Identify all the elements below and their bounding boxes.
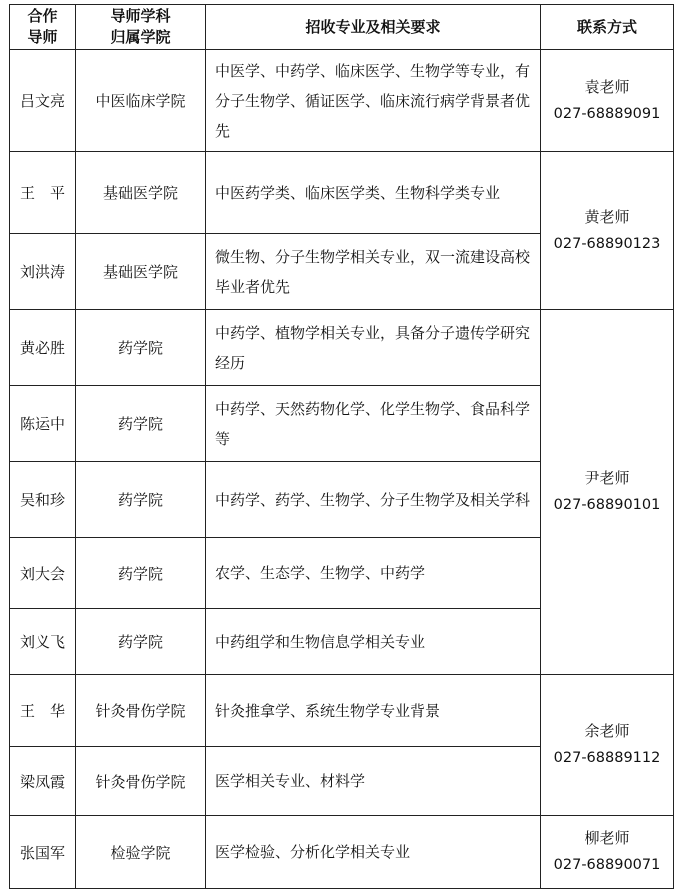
contact-phone: 027-68890123	[553, 235, 661, 252]
advisor-name: 黄必胜	[10, 310, 76, 386]
table-row	[10, 152, 674, 234]
advisor-requirements: 针灸推拿学、系统生物学专业背景	[206, 675, 541, 747]
advisor-college: 药学院	[76, 386, 206, 462]
advisor-college: 针灸骨伤学院	[76, 675, 206, 747]
contact-teacher: 余老师	[584, 722, 630, 740]
header-advisor-line2: 导师	[27, 28, 58, 46]
contact-teacher: 袁老师	[584, 77, 630, 96]
contact-teacher: 尹老师	[584, 469, 630, 487]
advisor-requirements: 微生物、分子生物学相关专业，双一流建设高校毕业者优先	[206, 234, 541, 310]
advisor-college: 药学院	[76, 462, 206, 538]
contact-teacher: 柳老师	[584, 829, 630, 847]
advisor-requirements: 中药学、药学、生物学、分子生物学及相关学科	[206, 462, 541, 538]
advisor-requirements: 医学相关专业、材料学	[206, 747, 541, 816]
advisor-college: 检验学院	[76, 816, 206, 889]
contact-phone: 027-68890101	[553, 497, 661, 513]
table-row	[10, 310, 674, 386]
contact-phone: 027-68890071	[553, 857, 661, 873]
contact-cell	[541, 675, 674, 816]
advisor-college: 药学院	[76, 538, 206, 609]
advisor-college: 药学院	[76, 310, 206, 386]
header-college-line2: 归属学院	[110, 28, 171, 46]
contact-phone: 027-68889112	[553, 750, 661, 766]
contact-cell	[541, 152, 674, 310]
advisor-requirements: 农学、生态学、生物学、中药学	[206, 538, 541, 609]
table-row	[10, 816, 674, 889]
advisor-requirements: 中药学、天然药物化学、化学生物学、食品科学等	[206, 386, 541, 462]
advisor-name: 张国军	[10, 816, 76, 889]
contact-cell	[541, 310, 674, 675]
advisor-name: 吴和珍	[10, 462, 76, 538]
header-contact: 联系方式	[541, 5, 674, 50]
advisor-requirements: 中药组学和生物信息学相关专业	[206, 609, 541, 675]
advisor-name: 王 华	[10, 675, 76, 747]
advisor-requirements: 中药学、植物学相关专业，具备分子遗传学研究经历	[206, 310, 541, 386]
advisor-name: 王 平	[10, 152, 76, 234]
advisor-college: 中医临床学院	[76, 50, 206, 152]
contact-cell	[541, 50, 674, 152]
advisor-name: 吕文亮	[10, 50, 76, 152]
advisor-requirements: 医学检验、分析化学相关专业	[206, 816, 541, 889]
contact-phone: 027-68889091	[553, 105, 661, 122]
advisor-name: 刘大会	[10, 538, 76, 609]
advisor-name: 刘义飞	[10, 609, 76, 675]
contact-cell	[541, 816, 674, 889]
advisor-recruitment-table	[9, 4, 674, 889]
advisor-requirements: 中医学、中药学、临床医学、生物学等专业，有分子生物学、循证医学、临床流行病学背景者优先	[206, 50, 541, 152]
advisor-college: 药学院	[76, 609, 206, 675]
header-college	[76, 5, 206, 50]
table-header-row	[10, 5, 674, 50]
advisor-name: 刘洪涛	[10, 234, 76, 310]
advisor-name: 梁凤霞	[10, 747, 76, 816]
table-row	[10, 675, 674, 747]
advisor-college: 针灸骨伤学院	[76, 747, 206, 816]
header-advisor-line1: 合作	[27, 7, 58, 25]
advisor-name: 陈运中	[10, 386, 76, 462]
table-row	[10, 50, 674, 152]
header-advisor	[10, 5, 76, 50]
advisor-college: 基础医学院	[76, 152, 206, 234]
advisor-college: 基础医学院	[76, 234, 206, 310]
contact-teacher: 黄老师	[584, 207, 630, 226]
advisor-requirements: 中医药学类、临床医学类、生物科学类专业	[206, 152, 541, 234]
header-requirements: 招收专业及相关要求	[206, 5, 541, 50]
header-college-line1: 导师学科	[110, 7, 171, 25]
